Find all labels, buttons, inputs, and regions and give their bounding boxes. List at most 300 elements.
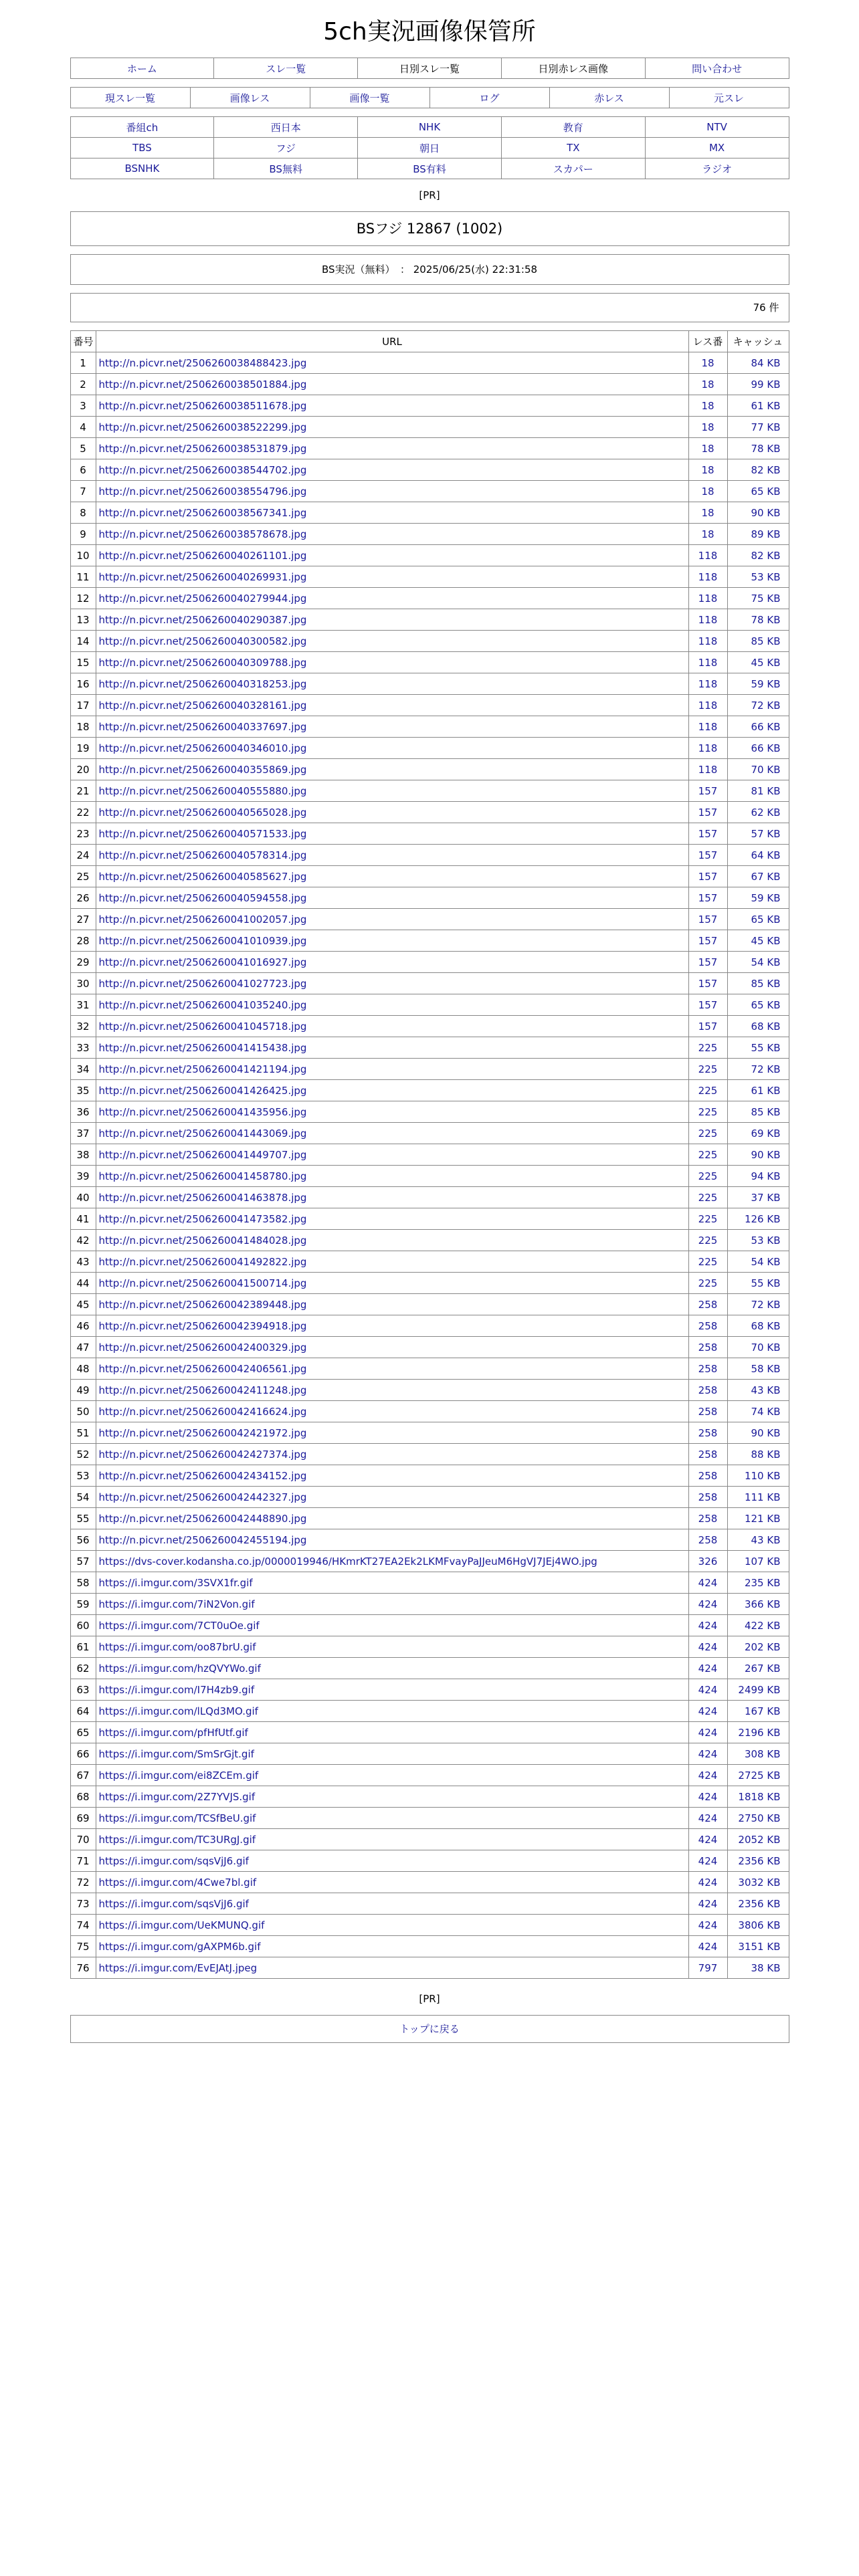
row-res-link[interactable]: 258 <box>688 1465 727 1487</box>
row-res-link[interactable]: 424 <box>688 1786 727 1808</box>
row-url-link[interactable]: https://i.imgur.com/I7H4zb9.gif <box>98 1683 255 1696</box>
row-res-link[interactable]: 258 <box>688 1294 727 1315</box>
row-cache-link[interactable]: 69 KB <box>727 1123 789 1144</box>
table-row <box>70 588 789 609</box>
row-url-link[interactable]: http://n.picvr.net/2506260038511678.jpg <box>98 399 307 412</box>
row-res-link[interactable]: 118 <box>688 759 727 780</box>
row-url-cell <box>96 652 688 673</box>
row-cache-link[interactable]: 75 KB <box>727 588 789 609</box>
row-res-link[interactable]: 225 <box>688 1123 727 1144</box>
row-number: 45 <box>70 1294 96 1315</box>
table-row <box>70 1080 789 1101</box>
row-cache-link[interactable]: 59 KB <box>727 887 789 909</box>
row-cache-link[interactable]: 107 KB <box>727 1551 789 1572</box>
channel-link[interactable]: TBS <box>132 142 152 154</box>
row-url-link[interactable]: http://n.picvr.net/2506260040279944.jpg <box>98 592 307 605</box>
row-res-link[interactable]: 118 <box>688 566 727 588</box>
row-res-link[interactable]: 258 <box>688 1315 727 1337</box>
row-url-link[interactable]: http://n.picvr.net/2506260041500714.jpg <box>98 1277 307 1289</box>
row-cache-link[interactable]: 65 KB <box>727 994 789 1016</box>
channel-link[interactable]: TX <box>567 142 580 154</box>
row-cache-link[interactable]: 2499 KB <box>727 1679 789 1701</box>
row-cache-link[interactable]: 202 KB <box>727 1636 789 1658</box>
table-row <box>70 1208 789 1230</box>
row-res-link[interactable]: 424 <box>688 1722 727 1743</box>
channel-link[interactable]: 朝日 <box>419 142 440 154</box>
row-cache-link[interactable]: 43 KB <box>727 1529 789 1551</box>
row-url-cell <box>96 1594 688 1615</box>
channel-link[interactable]: MX <box>708 142 725 154</box>
row-cache-link[interactable]: 81 KB <box>727 780 789 802</box>
row-url-link[interactable]: https://i.imgur.com/gAXPM6b.gif <box>98 1940 261 1953</box>
nav-link[interactable]: スレ一覧 <box>266 62 306 75</box>
row-cache-link[interactable]: 82 KB <box>727 459 789 481</box>
row-res-link[interactable]: 326 <box>688 1551 727 1572</box>
row-url-cell <box>96 930 688 952</box>
row-res-link[interactable]: 118 <box>688 716 727 738</box>
row-cache-link[interactable]: 72 KB <box>727 695 789 716</box>
row-url-link[interactable]: http://n.picvr.net/2506260042442327.jpg <box>98 1491 307 1503</box>
row-cache-link[interactable]: 72 KB <box>727 1294 789 1315</box>
row-res-link[interactable]: 18 <box>688 417 727 438</box>
row-cache-link[interactable]: 1818 KB <box>727 1786 789 1808</box>
table-row <box>70 1059 789 1080</box>
row-cache-link[interactable]: 89 KB <box>727 524 789 545</box>
row-res-link[interactable]: 18 <box>688 481 727 502</box>
row-url-link[interactable]: http://n.picvr.net/2506260041045718.jpg <box>98 1020 307 1033</box>
pr-label-bottom: [PR] <box>419 1993 440 2005</box>
row-res-link[interactable]: 424 <box>688 1872 727 1893</box>
thread-title: BSフジ 12867 (1002) <box>70 211 789 246</box>
row-res-link[interactable]: 225 <box>688 1208 727 1230</box>
row-res-link[interactable]: 18 <box>688 524 727 545</box>
channel-cell <box>214 158 358 179</box>
channel-link[interactable]: 番組ch <box>126 121 159 134</box>
row-cache-link[interactable]: 2725 KB <box>727 1765 789 1786</box>
row-url-link[interactable]: http://n.picvr.net/2506260038567341.jpg <box>98 506 307 519</box>
row-number: 37 <box>70 1123 96 1144</box>
row-cache-link[interactable]: 111 KB <box>727 1487 789 1508</box>
row-cache-link[interactable]: 82 KB <box>727 545 789 566</box>
row-url-cell <box>96 502 688 524</box>
row-res-link[interactable]: 225 <box>688 1144 727 1166</box>
row-cache-link[interactable]: 2356 KB <box>727 1893 789 1915</box>
row-res-link[interactable]: 258 <box>688 1422 727 1444</box>
row-res-link[interactable]: 18 <box>688 374 727 395</box>
row-url-link[interactable]: https://i.imgur.com/EvEJAtJ.jpeg <box>98 1961 258 1974</box>
row-url-cell <box>96 1893 688 1915</box>
row-res-link[interactable]: 225 <box>688 1037 727 1059</box>
row-cache-link[interactable]: 70 KB <box>727 759 789 780</box>
row-res-link[interactable]: 157 <box>688 780 727 802</box>
channel-link[interactable]: 西日本 <box>270 121 301 134</box>
row-cache-link[interactable]: 45 KB <box>727 652 789 673</box>
row-url-link[interactable]: http://n.picvr.net/2506260040300582.jpg <box>98 635 307 647</box>
row-res-link[interactable]: 424 <box>688 1829 727 1850</box>
table-row <box>70 1957 789 1979</box>
row-res-link[interactable]: 118 <box>688 673 727 695</box>
row-res-link[interactable]: 258 <box>688 1529 727 1551</box>
nav-label: 日別赤レス画像 <box>538 62 609 75</box>
row-cache-link[interactable]: 59 KB <box>727 673 789 695</box>
row-cache-link[interactable]: 3151 KB <box>727 1936 789 1957</box>
row-res-link[interactable]: 424 <box>688 1936 727 1957</box>
back-to-top-link[interactable]: トップに戻る <box>399 2023 460 2035</box>
row-url-link[interactable]: http://n.picvr.net/2506260041443069.jpg <box>98 1127 307 1140</box>
row-url-link[interactable]: http://n.picvr.net/2506260042416624.jpg <box>98 1405 307 1418</box>
row-cache-link[interactable]: 90 KB <box>727 1144 789 1166</box>
row-url-link[interactable]: http://n.picvr.net/2506260042448890.jpg <box>98 1512 307 1525</box>
row-url-cell <box>96 866 688 887</box>
row-res-link[interactable]: 18 <box>688 502 727 524</box>
row-res-link[interactable]: 225 <box>688 1059 727 1080</box>
row-cache-link[interactable]: 78 KB <box>727 438 789 459</box>
row-url-link[interactable]: http://n.picvr.net/2506260040309788.jpg <box>98 656 307 669</box>
row-res-link[interactable]: 258 <box>688 1508 727 1529</box>
row-res-link[interactable]: 118 <box>688 631 727 652</box>
row-url-link[interactable]: http://n.picvr.net/2506260038522299.jpg <box>98 421 307 433</box>
row-res-link[interactable]: 424 <box>688 1658 727 1679</box>
row-cache-link[interactable]: 366 KB <box>727 1594 789 1615</box>
row-number: 4 <box>70 417 96 438</box>
row-res-link[interactable]: 424 <box>688 1679 727 1701</box>
row-cache-link[interactable]: 37 KB <box>727 1187 789 1208</box>
row-res-link[interactable]: 157 <box>688 802 727 823</box>
row-res-link[interactable]: 118 <box>688 652 727 673</box>
row-cache-link[interactable]: 90 KB <box>727 1422 789 1444</box>
row-res-link[interactable]: 424 <box>688 1765 727 1786</box>
row-cache-link[interactable]: 55 KB <box>727 1037 789 1059</box>
row-number: 31 <box>70 994 96 1016</box>
thread-nav-link[interactable]: 元スレ <box>713 92 744 104</box>
row-res-link[interactable]: 157 <box>688 866 727 887</box>
row-res-link[interactable]: 157 <box>688 823 727 845</box>
row-cache-link[interactable]: 67 KB <box>727 866 789 887</box>
row-cache-link[interactable]: 84 KB <box>727 352 789 374</box>
row-res-link[interactable]: 258 <box>688 1337 727 1358</box>
row-cache-link[interactable]: 2196 KB <box>727 1722 789 1743</box>
row-cache-link[interactable]: 110 KB <box>727 1465 789 1487</box>
row-res-link[interactable]: 424 <box>688 1636 727 1658</box>
row-url-link[interactable]: http://n.picvr.net/2506260042389448.jpg <box>98 1298 307 1311</box>
row-res-link[interactable]: 18 <box>688 459 727 481</box>
row-url-link[interactable]: http://n.picvr.net/2506260042394918.jpg <box>98 1319 307 1332</box>
row-res-link[interactable]: 424 <box>688 1808 727 1829</box>
row-cache-link[interactable]: 53 KB <box>727 1230 789 1251</box>
row-res-link[interactable]: 424 <box>688 1572 727 1594</box>
row-url-link[interactable]: http://n.picvr.net/2506260040578314.jpg <box>98 849 307 861</box>
row-url-link[interactable]: https://i.imgur.com/TCSfBeU.gif <box>98 1812 256 1824</box>
channel-link[interactable]: ラジオ <box>702 163 733 175</box>
row-url-link[interactable]: http://n.picvr.net/2506260041002057.jpg <box>98 913 307 926</box>
row-url-link[interactable]: https://dvs-cover.kodansha.co.jp/0000019946/HKmrKT27EA2Ek2LKMFvayPaJJeuM6HgVJ7JEj4WO.jpg <box>98 1555 597 1568</box>
row-cache-link[interactable]: 422 KB <box>727 1615 789 1636</box>
row-url-cell <box>96 1144 688 1166</box>
nav-link[interactable]: ホーム <box>126 62 157 75</box>
row-url-link[interactable]: http://n.picvr.net/2506260041463878.jpg <box>98 1191 307 1204</box>
row-res-link[interactable]: 18 <box>688 438 727 459</box>
row-url-link[interactable]: https://i.imgur.com/hzQVYWo.gif <box>98 1662 261 1675</box>
row-url-link[interactable]: http://n.picvr.net/2506260038554796.jpg <box>98 485 307 498</box>
channel-cell <box>501 158 645 179</box>
row-url-link[interactable]: https://i.imgur.com/sqsVjJ6.gif <box>98 1854 249 1867</box>
thread-nav-link[interactable]: 現スレ一覧 <box>104 92 155 104</box>
channel-link[interactable]: NHK <box>418 121 441 133</box>
row-res-link[interactable]: 118 <box>688 695 727 716</box>
row-cache-link[interactable]: 85 KB <box>727 1101 789 1123</box>
table-row <box>70 973 789 994</box>
row-url-link[interactable]: http://n.picvr.net/2506260042434152.jpg <box>98 1469 307 1482</box>
row-res-link[interactable]: 225 <box>688 1251 727 1273</box>
row-res-link[interactable]: 424 <box>688 1594 727 1615</box>
row-url-link[interactable]: http://n.picvr.net/2506260040290387.jpg <box>98 613 307 626</box>
row-res-link[interactable]: 225 <box>688 1080 727 1101</box>
row-url-link[interactable]: http://n.picvr.net/2506260040328161.jpg <box>98 699 307 712</box>
row-cache-link[interactable]: 68 KB <box>727 1016 789 1037</box>
row-cache-link[interactable]: 72 KB <box>727 1059 789 1080</box>
row-url-link[interactable]: http://n.picvr.net/2506260038501884.jpg <box>98 378 307 391</box>
row-cache-link[interactable]: 43 KB <box>727 1380 789 1401</box>
row-url-link[interactable]: http://n.picvr.net/2506260040555880.jpg <box>98 784 307 797</box>
row-cache-link[interactable]: 45 KB <box>727 930 789 952</box>
row-url-link[interactable]: http://n.picvr.net/2506260038488423.jpg <box>98 356 307 369</box>
row-url-link[interactable]: http://n.picvr.net/2506260040565028.jpg <box>98 806 307 819</box>
row-res-link[interactable]: 424 <box>688 1615 727 1636</box>
table-row <box>70 652 789 673</box>
row-cache-link[interactable]: 235 KB <box>727 1572 789 1594</box>
row-url-link[interactable]: http://n.picvr.net/2506260042455194.jpg <box>98 1533 307 1546</box>
thread-nav-link[interactable]: 画像一覧 <box>349 92 390 104</box>
row-url-link[interactable]: http://n.picvr.net/2506260038578678.jpg <box>98 528 307 540</box>
row-res-link[interactable]: 157 <box>688 909 727 930</box>
row-res-link[interactable]: 157 <box>688 930 727 952</box>
row-cache-link[interactable]: 126 KB <box>727 1208 789 1230</box>
table-row <box>70 1594 789 1615</box>
row-url-link[interactable]: http://n.picvr.net/2506260040269931.jpg <box>98 570 307 583</box>
row-number: 16 <box>70 673 96 695</box>
row-cache-link[interactable]: 65 KB <box>727 481 789 502</box>
channel-link[interactable]: 教育 <box>563 121 583 134</box>
row-res-link[interactable]: 225 <box>688 1166 727 1187</box>
row-url-link[interactable]: http://n.picvr.net/2506260041458780.jpg <box>98 1170 307 1182</box>
row-cache-link[interactable]: 62 KB <box>727 802 789 823</box>
row-res-link[interactable]: 424 <box>688 1915 727 1936</box>
row-cache-link[interactable]: 61 KB <box>727 1080 789 1101</box>
row-url-link[interactable]: https://i.imgur.com/lLQd3MO.gif <box>98 1705 258 1717</box>
row-url-link[interactable]: http://n.picvr.net/2506260041027723.jpg <box>98 977 307 990</box>
row-url-link[interactable]: http://n.picvr.net/2506260040346010.jpg <box>98 742 307 754</box>
row-cache-link[interactable]: 64 KB <box>727 845 789 866</box>
row-res-link[interactable]: 258 <box>688 1380 727 1401</box>
row-cache-link[interactable]: 2052 KB <box>727 1829 789 1850</box>
row-url-link[interactable]: http://n.picvr.net/2506260042421972.jpg <box>98 1426 307 1439</box>
row-res-link[interactable]: 424 <box>688 1850 727 1872</box>
row-res-link[interactable]: 258 <box>688 1358 727 1380</box>
row-url-link[interactable]: http://n.picvr.net/2506260040594558.jpg <box>98 891 307 904</box>
row-url-link[interactable]: https://i.imgur.com/2Z7YVJS.gif <box>98 1790 256 1803</box>
channel-link[interactable]: NTV <box>706 121 727 133</box>
thread-nav-link[interactable]: ログ <box>479 92 500 104</box>
row-url-link[interactable]: http://n.picvr.net/2506260040261101.jpg <box>98 549 307 562</box>
row-url-link[interactable]: https://i.imgur.com/sqsVjJ6.gif <box>98 1897 249 1910</box>
row-res-link[interactable]: 118 <box>688 609 727 631</box>
row-cache-link[interactable]: 53 KB <box>727 566 789 588</box>
row-res-link[interactable]: 157 <box>688 1016 727 1037</box>
row-cache-link[interactable]: 58 KB <box>727 1358 789 1380</box>
row-url-link[interactable]: http://n.picvr.net/2506260038531879.jpg <box>98 442 307 455</box>
table-row <box>70 352 789 374</box>
channel-link[interactable]: BSNHK <box>124 163 160 175</box>
row-cache-link[interactable]: 66 KB <box>727 738 789 759</box>
nav-cell <box>358 58 502 79</box>
channel-cell <box>501 117 645 138</box>
row-url-link[interactable]: http://n.picvr.net/2506260041473582.jpg <box>98 1212 307 1225</box>
channel-link[interactable]: BS無料 <box>269 163 302 175</box>
channel-link[interactable]: スカパー <box>553 163 593 175</box>
row-url-link[interactable]: http://n.picvr.net/2506260041484028.jpg <box>98 1234 307 1247</box>
row-url-link[interactable]: http://n.picvr.net/2506260042427374.jpg <box>98 1448 307 1461</box>
row-cache-link[interactable]: 65 KB <box>727 909 789 930</box>
row-url-link[interactable]: http://n.picvr.net/2506260042411248.jpg <box>98 1384 307 1396</box>
row-number: 26 <box>70 887 96 909</box>
row-cache-link[interactable]: 68 KB <box>727 1315 789 1337</box>
row-url-link[interactable]: https://i.imgur.com/7CT0uOe.gif <box>98 1619 260 1632</box>
row-number: 12 <box>70 588 96 609</box>
row-cache-link[interactable]: 3806 KB <box>727 1915 789 1936</box>
row-res-link[interactable]: 797 <box>688 1957 727 1979</box>
row-url-link[interactable]: http://n.picvr.net/2506260041426425.jpg <box>98 1084 307 1097</box>
row-res-link[interactable]: 157 <box>688 845 727 866</box>
row-cache-link[interactable]: 90 KB <box>727 502 789 524</box>
row-cache-link[interactable]: 38 KB <box>727 1957 789 1979</box>
row-cache-link[interactable]: 78 KB <box>727 609 789 631</box>
row-url-link[interactable]: https://i.imgur.com/4Cwe7bl.gif <box>98 1876 257 1889</box>
row-url-cell <box>96 1636 688 1658</box>
row-cache-link[interactable]: 2750 KB <box>727 1808 789 1829</box>
row-res-link[interactable]: 424 <box>688 1893 727 1915</box>
row-cache-link[interactable]: 61 KB <box>727 395 789 417</box>
row-res-link[interactable]: 118 <box>688 738 727 759</box>
row-url-link[interactable]: http://n.picvr.net/2506260038544702.jpg <box>98 463 307 476</box>
row-res-link[interactable]: 225 <box>688 1187 727 1208</box>
row-url-link[interactable]: https://i.imgur.com/3SVX1fr.gif <box>98 1576 253 1589</box>
row-url-link[interactable]: https://i.imgur.com/7iN2Von.gif <box>98 1598 255 1610</box>
row-cache-link[interactable]: 66 KB <box>727 716 789 738</box>
row-url-link[interactable]: https://i.imgur.com/SmSrGjt.gif <box>98 1747 254 1760</box>
row-cache-link[interactable]: 85 KB <box>727 973 789 994</box>
row-number: 29 <box>70 952 96 973</box>
row-cache-link[interactable]: 2356 KB <box>727 1850 789 1872</box>
row-res-link[interactable]: 118 <box>688 588 727 609</box>
nav-link[interactable]: 問い合わせ <box>692 62 743 75</box>
row-cache-link[interactable]: 77 KB <box>727 417 789 438</box>
row-url-cell <box>96 716 688 738</box>
row-cache-link[interactable]: 55 KB <box>727 1273 789 1294</box>
row-number: 54 <box>70 1487 96 1508</box>
row-cache-link[interactable]: 74 KB <box>727 1401 789 1422</box>
table-row <box>70 802 789 823</box>
thread-nav-link[interactable]: 赤レス <box>594 92 624 104</box>
row-cache-link[interactable]: 85 KB <box>727 631 789 652</box>
row-url-link[interactable]: http://n.picvr.net/2506260040337697.jpg <box>98 720 307 733</box>
nav-cell <box>214 58 358 79</box>
row-res-link[interactable]: 424 <box>688 1743 727 1765</box>
row-cache-link[interactable]: 3032 KB <box>727 1872 789 1893</box>
thread-nav-cell <box>430 88 549 108</box>
row-cache-link[interactable]: 167 KB <box>727 1701 789 1722</box>
row-res-link[interactable]: 118 <box>688 545 727 566</box>
row-res-link[interactable]: 157 <box>688 994 727 1016</box>
row-res-link[interactable]: 258 <box>688 1401 727 1422</box>
row-url-link[interactable]: http://n.picvr.net/2506260042406561.jpg <box>98 1362 307 1375</box>
thread-nav-link[interactable]: 画像レス <box>229 92 270 104</box>
row-res-link[interactable]: 157 <box>688 973 727 994</box>
table-row <box>70 1743 789 1765</box>
row-url-link[interactable]: https://i.imgur.com/ei8ZCEm.gif <box>98 1769 259 1782</box>
row-cache-link[interactable]: 94 KB <box>727 1166 789 1187</box>
row-url-link[interactable]: http://n.picvr.net/2506260041435956.jpg <box>98 1105 307 1118</box>
row-res-link[interactable]: 18 <box>688 395 727 417</box>
row-number: 18 <box>70 716 96 738</box>
row-cache-link[interactable]: 267 KB <box>727 1658 789 1679</box>
row-res-link[interactable]: 258 <box>688 1487 727 1508</box>
row-url-link[interactable]: http://n.picvr.net/2506260040355869.jpg <box>98 763 307 776</box>
item-count: 76 件 <box>70 293 789 322</box>
row-url-link[interactable]: http://n.picvr.net/2506260041016927.jpg <box>98 956 307 968</box>
row-url-cell <box>96 673 688 695</box>
row-url-link[interactable]: http://n.picvr.net/2506260040585627.jpg <box>98 870 307 883</box>
row-cache-link[interactable]: 57 KB <box>727 823 789 845</box>
row-url-link[interactable]: https://i.imgur.com/oo87brU.gif <box>98 1640 256 1653</box>
row-url-link[interactable]: http://n.picvr.net/2506260041010939.jpg <box>98 934 307 947</box>
row-url-cell <box>96 1508 688 1529</box>
row-res-link[interactable]: 157 <box>688 887 727 909</box>
row-cache-link[interactable]: 70 KB <box>727 1337 789 1358</box>
table-row <box>70 716 789 738</box>
row-cache-link[interactable]: 54 KB <box>727 952 789 973</box>
row-url-link[interactable]: http://n.picvr.net/2506260041492822.jpg <box>98 1255 307 1268</box>
row-res-link[interactable]: 424 <box>688 1701 727 1722</box>
row-number: 44 <box>70 1273 96 1294</box>
row-cache-link[interactable]: 99 KB <box>727 374 789 395</box>
row-url-cell <box>96 1465 688 1487</box>
row-res-link[interactable]: 225 <box>688 1273 727 1294</box>
row-url-link[interactable]: http://n.picvr.net/2506260040318253.jpg <box>98 677 307 690</box>
channel-link[interactable]: フジ <box>276 142 296 154</box>
table-row <box>70 887 789 909</box>
row-res-link[interactable]: 157 <box>688 952 727 973</box>
row-url-cell <box>96 909 688 930</box>
channel-link[interactable]: BS有料 <box>413 163 446 175</box>
row-cache-link[interactable]: 308 KB <box>727 1743 789 1765</box>
row-url-link[interactable]: http://n.picvr.net/2506260042400329.jpg <box>98 1341 307 1354</box>
row-cache-link[interactable]: 54 KB <box>727 1251 789 1273</box>
row-url-link[interactable]: http://n.picvr.net/2506260041035240.jpg <box>98 998 307 1011</box>
row-url-link[interactable]: https://i.imgur.com/TC3URgJ.gif <box>98 1833 256 1846</box>
row-url-link[interactable]: https://i.imgur.com/pfHfUtf.gif <box>98 1726 248 1739</box>
row-res-link[interactable]: 258 <box>688 1444 727 1465</box>
row-res-link[interactable]: 18 <box>688 352 727 374</box>
row-cache-link[interactable]: 121 KB <box>727 1508 789 1529</box>
row-url-link[interactable]: http://n.picvr.net/2506260041449707.jpg <box>98 1148 307 1161</box>
row-cache-link[interactable]: 88 KB <box>727 1444 789 1465</box>
row-url-link[interactable]: http://n.picvr.net/2506260040571533.jpg <box>98 827 307 840</box>
row-url-link[interactable]: http://n.picvr.net/2506260041415438.jpg <box>98 1041 307 1054</box>
row-url-link[interactable]: https://i.imgur.com/UeKMUNQ.gif <box>98 1919 265 1931</box>
row-res-link[interactable]: 225 <box>688 1101 727 1123</box>
row-url-link[interactable]: http://n.picvr.net/2506260041421194.jpg <box>98 1063 307 1075</box>
row-res-link[interactable]: 225 <box>688 1230 727 1251</box>
